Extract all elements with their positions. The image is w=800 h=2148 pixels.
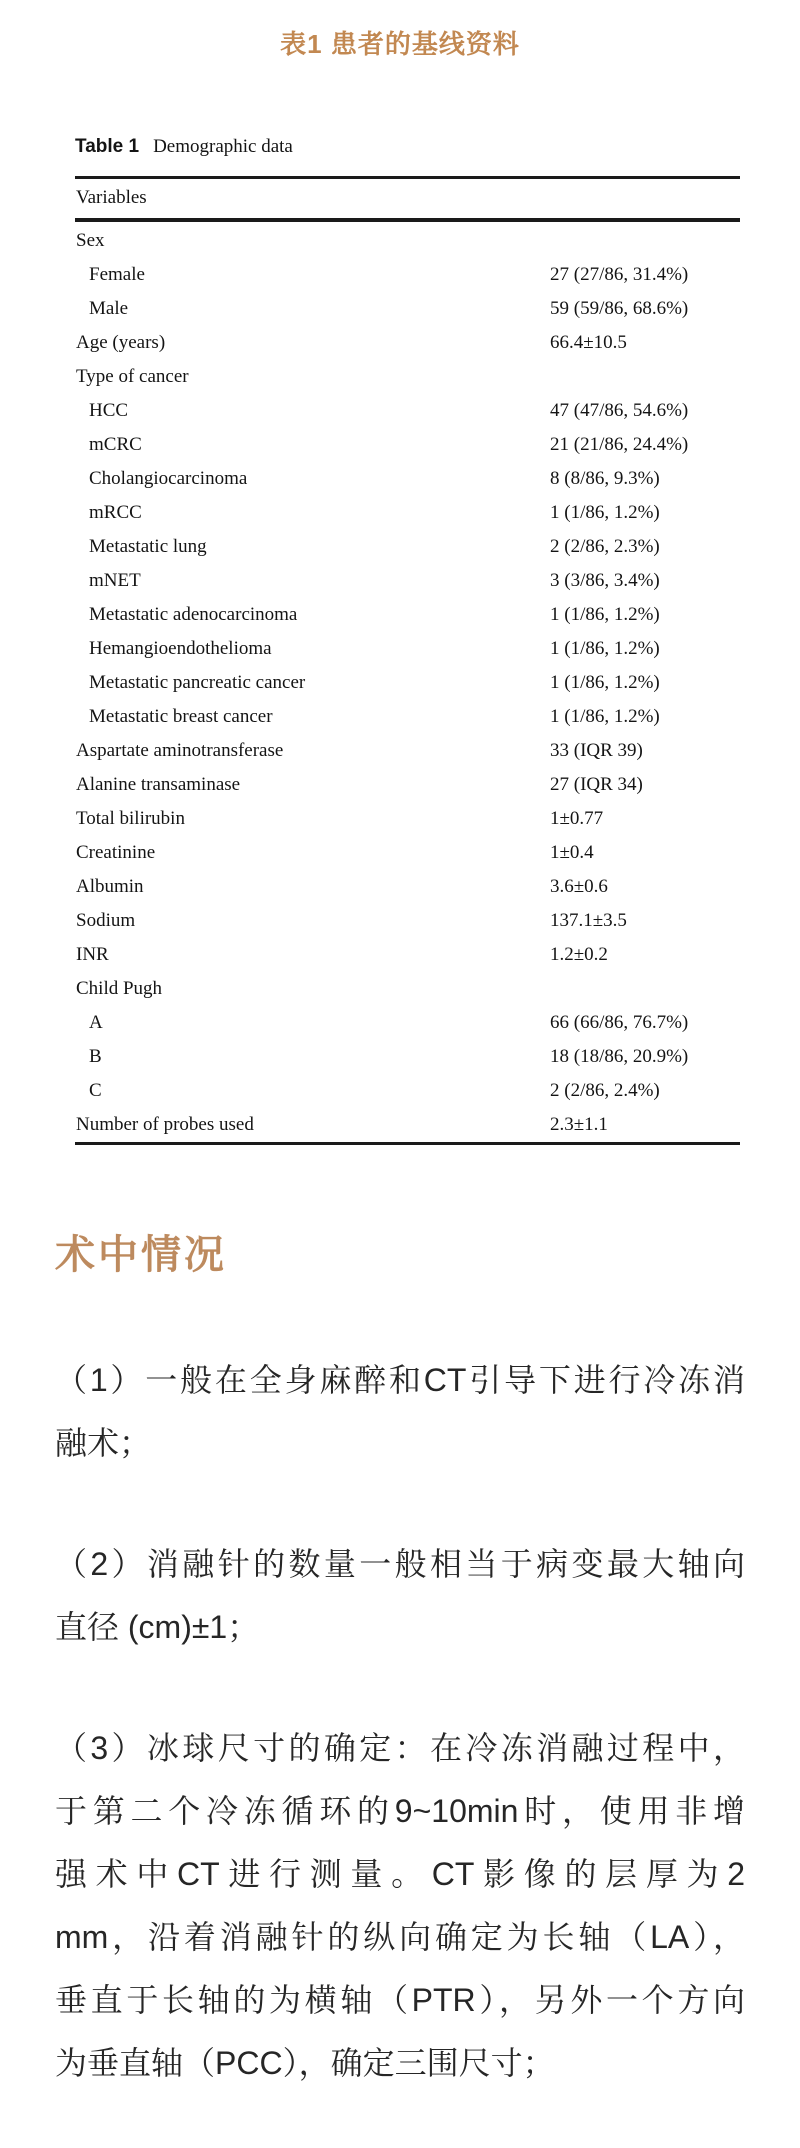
paragraph-line: （1）一般在全身麻醉和CT引导下进行冷冻消 <box>55 1362 745 1398</box>
table-row <box>75 598 740 632</box>
row-label: Sodium <box>76 910 136 931</box>
row-label: C <box>89 1080 102 1101</box>
row-value: 8 (8/86, 9.3%) <box>550 468 660 489</box>
row-label: Metastatic pancreatic cancer <box>89 672 306 693</box>
paragraph <box>55 1533 745 1659</box>
section-body <box>55 1349 745 2095</box>
table-row <box>75 564 740 598</box>
table-row <box>75 870 740 904</box>
table-row <box>75 1040 740 1074</box>
table-caption <box>75 134 740 160</box>
row-label: Age (years) <box>76 332 166 353</box>
page-title: 表1 患者的基线资料 <box>280 29 520 59</box>
row-value: 59 (59/86, 68.6%) <box>550 298 689 319</box>
table-row <box>75 700 740 734</box>
row-label: A <box>89 1012 103 1033</box>
table-caption-text: Demographic data <box>153 136 293 157</box>
paragraph-line: 直径 (cm)±1； <box>55 1609 260 1645</box>
table-row <box>75 1074 740 1108</box>
row-label: HCC <box>89 400 129 421</box>
row-label: Hemangioendothelioma <box>89 638 272 659</box>
table-row <box>75 904 740 938</box>
table-row <box>75 1006 740 1040</box>
table-column-header: Variables <box>76 187 147 208</box>
row-value: 1 (1/86, 1.2%) <box>550 706 660 727</box>
row-label: Child Pugh <box>76 978 163 999</box>
row-value: 21 (21/86, 24.4%) <box>550 434 689 455</box>
row-label: INR <box>76 944 109 965</box>
table-row <box>75 428 740 462</box>
table-row <box>75 768 740 802</box>
paragraph-line: 强术中CT进行测量。CT影像的层厚为2 <box>55 1856 745 1892</box>
table-row <box>75 938 740 972</box>
row-label: Metastatic breast cancer <box>89 706 273 727</box>
row-value: 18 (18/86, 20.9%) <box>550 1046 689 1067</box>
row-value: 2 (2/86, 2.4%) <box>550 1080 660 1101</box>
row-label: Aspartate aminotransferase <box>76 740 284 761</box>
paragraph-line: 为垂直轴（PCC），确定三围尺寸； <box>55 2045 555 2081</box>
row-label: Total bilirubin <box>76 808 185 829</box>
table-row <box>75 666 740 700</box>
table-row <box>75 360 740 394</box>
paragraph-line: 于第二个冷冻循环的9~10min时，使用非增 <box>55 1793 745 1829</box>
table-row <box>75 530 740 564</box>
table-row <box>75 258 740 292</box>
paragraph <box>55 1349 745 1475</box>
table-row <box>75 224 740 258</box>
row-label: Sex <box>76 230 105 251</box>
section-heading: 术中情况 <box>55 1232 227 1277</box>
row-value: 137.1±3.5 <box>550 910 627 931</box>
row-value: 27 (IQR 34) <box>550 774 643 795</box>
row-label: mCRC <box>89 434 142 455</box>
row-label: Metastatic lung <box>89 536 207 557</box>
table-row <box>75 836 740 870</box>
table-row <box>75 292 740 326</box>
table-row <box>75 802 740 836</box>
paragraph-line: mm，沿着消融针的纵向确定为长轴（LA）， <box>55 1919 745 1955</box>
row-value: 2.3±1.1 <box>550 1114 608 1135</box>
row-value: 1 (1/86, 1.2%) <box>550 502 660 523</box>
row-value: 3 (3/86, 3.4%) <box>550 570 660 591</box>
row-value: 1 (1/86, 1.2%) <box>550 604 660 625</box>
row-label: Creatinine <box>76 842 156 863</box>
row-label: Metastatic adenocarcinoma <box>89 604 298 625</box>
table-row <box>75 632 740 666</box>
table-row <box>75 394 740 428</box>
row-label: Female <box>89 264 145 285</box>
table-row <box>75 496 740 530</box>
paragraph-line: 垂直于长轴的为横轴（PTR），另外一个方向 <box>55 1982 745 2018</box>
table-body <box>75 222 740 1142</box>
paragraph-line: 融术； <box>55 1425 152 1461</box>
row-label: mRCC <box>89 502 142 523</box>
row-label: B <box>89 1046 102 1067</box>
table-row <box>75 326 740 360</box>
row-label: mNET <box>89 570 141 591</box>
row-value: 33 (IQR 39) <box>550 740 643 761</box>
table-row <box>75 734 740 768</box>
row-label: Male <box>89 298 129 319</box>
row-value: 2 (2/86, 2.3%) <box>550 536 660 557</box>
row-value: 3.6±0.6 <box>550 876 608 897</box>
row-label: Number of probes used <box>76 1114 254 1135</box>
paragraph-line: （2）消融针的数量一般相当于病变最大轴向 <box>55 1546 745 1582</box>
table-rule-bottom <box>75 1142 740 1145</box>
row-label: Type of cancer <box>76 366 189 387</box>
row-label: Alanine transaminase <box>76 774 241 795</box>
row-value: 47 (47/86, 54.6%) <box>550 400 689 421</box>
table-row <box>75 462 740 496</box>
row-value: 1 (1/86, 1.2%) <box>550 672 660 693</box>
row-value: 1.2±0.2 <box>550 944 608 965</box>
demographic-table <box>75 134 740 1145</box>
table-caption-label: Table 1 <box>75 136 140 157</box>
paragraph-line: （3）冰球尺寸的确定：在冷冻消融过程中， <box>55 1730 745 1766</box>
row-label: Cholangiocarcinoma <box>89 468 248 489</box>
row-value: 27 (27/86, 31.4%) <box>550 264 689 285</box>
paragraph <box>55 1717 745 2095</box>
row-value: 1±0.4 <box>550 842 594 863</box>
row-value: 66 (66/86, 76.7%) <box>550 1012 689 1033</box>
row-value: 66.4±10.5 <box>550 332 627 353</box>
table-row <box>75 1108 740 1142</box>
row-value: 1±0.77 <box>550 808 604 829</box>
row-value: 1 (1/86, 1.2%) <box>550 638 660 659</box>
table-row <box>75 972 740 1006</box>
row-label: Albumin <box>76 876 144 897</box>
